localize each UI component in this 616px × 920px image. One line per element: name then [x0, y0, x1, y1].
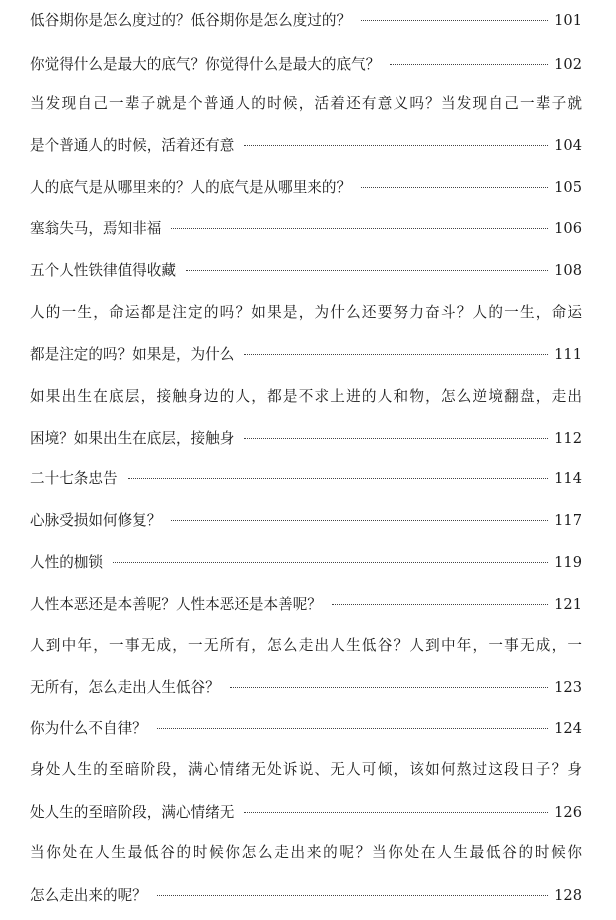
toc-entry-page: 108: [554, 262, 582, 279]
dot-leader: [230, 686, 548, 688]
toc-entry-title: 五个人性铁律值得收藏: [30, 262, 176, 279]
dot-leader: [128, 477, 549, 479]
toc-entry-title: 你觉得什么是最大的底气？你觉得什么是最大的底气？: [30, 56, 381, 73]
toc-entry-page: 121: [554, 596, 582, 613]
toc-entry-title: 人到中年，一事无成，一无所有，怎么走出人生低谷？人到中年，一事无成，一: [30, 637, 582, 654]
toc-entry-page: 112: [554, 430, 582, 447]
dot-leader: [186, 269, 548, 271]
toc-entry-title: 二十七条忠告: [30, 470, 118, 487]
dot-leader: [157, 894, 548, 896]
toc-entry-page: 117: [554, 512, 582, 529]
dot-leader: [361, 186, 548, 188]
toc-entry-page: 104: [554, 137, 582, 154]
toc-entry-title: 心脉受损如何修复？: [30, 512, 162, 529]
dot-leader: [332, 603, 548, 605]
toc-entry-title: 人的一生，命运都是注定的吗？如果是，为什么还要努力奋斗？人的一生，命运: [30, 304, 582, 321]
toc-entry-page: 126: [554, 804, 582, 821]
toc-entry-page: 105: [554, 179, 582, 196]
toc-entry-title: 你为什么不自律？: [30, 720, 147, 737]
dot-leader: [390, 63, 548, 65]
toc-entry-title: 如果出生在底层，接触身边的人，都是不求上进的人和物，怎么逆境翻盘，走出: [30, 388, 582, 405]
toc-entry-title: 塞翁失马，焉知非福: [30, 220, 162, 237]
toc-entry-title: 人的底气是从哪里来的？人的底气是从哪里来的？: [30, 179, 352, 196]
toc-entry-title: 人性本恶还是本善呢？人性本恶还是本善呢？: [30, 596, 322, 613]
toc-entry-title: 当你处在人生最低谷的时候你怎么走出来的呢？当你处在人生最低谷的时候你: [30, 844, 582, 861]
dot-leader: [171, 519, 548, 521]
dot-leader: [157, 727, 548, 729]
toc-entry-title-cont: 困境？如果出生在底层，接触身: [30, 430, 235, 447]
toc-entry-page: 119: [554, 554, 582, 571]
toc-entry-title: 身处人生的至暗阶段，满心情绪无处诉说、无人可倾，该如何熬过这段日子？身: [30, 761, 582, 778]
dot-leader: [171, 227, 548, 229]
toc-entry-title-cont: 都是注定的吗？如果是，为什么: [30, 346, 235, 363]
toc-entry-title: 人性的枷锁: [30, 554, 103, 571]
dot-leader: [113, 561, 548, 563]
toc-entry-title: 当发现自己一辈子就是个普通人的时候，活着还有意义吗？当发现自己一辈子就: [30, 95, 582, 112]
toc-entry-page: 106: [554, 220, 582, 237]
toc-entry-title: 低谷期你是怎么度过的？低谷期你是怎么度过的？: [30, 12, 352, 29]
dot-leader: [361, 19, 548, 21]
dot-leader: [244, 353, 548, 355]
toc-entry-title-cont: 处人生的至暗阶段，满心情绪无: [30, 804, 235, 821]
toc-entry-page: 102: [554, 56, 582, 73]
dot-leader: [244, 811, 548, 813]
dot-leader: [244, 144, 548, 146]
toc-entry-title-cont: 无所有，怎么走出人生低谷？: [30, 679, 220, 696]
toc-entry-page: 128: [554, 887, 582, 904]
toc-entry-page: 123: [554, 679, 582, 696]
toc-entry-page: 101: [554, 12, 582, 29]
toc-entry-page: 114: [554, 470, 582, 487]
dot-leader: [244, 437, 548, 439]
toc-entry-page: 111: [554, 346, 582, 363]
toc-entry-title-cont: 怎么走出来的呢？: [30, 887, 147, 904]
toc-entry-page: 124: [554, 720, 582, 737]
toc-entry-title-cont: 是个普通人的时候，活着还有意: [30, 137, 235, 154]
